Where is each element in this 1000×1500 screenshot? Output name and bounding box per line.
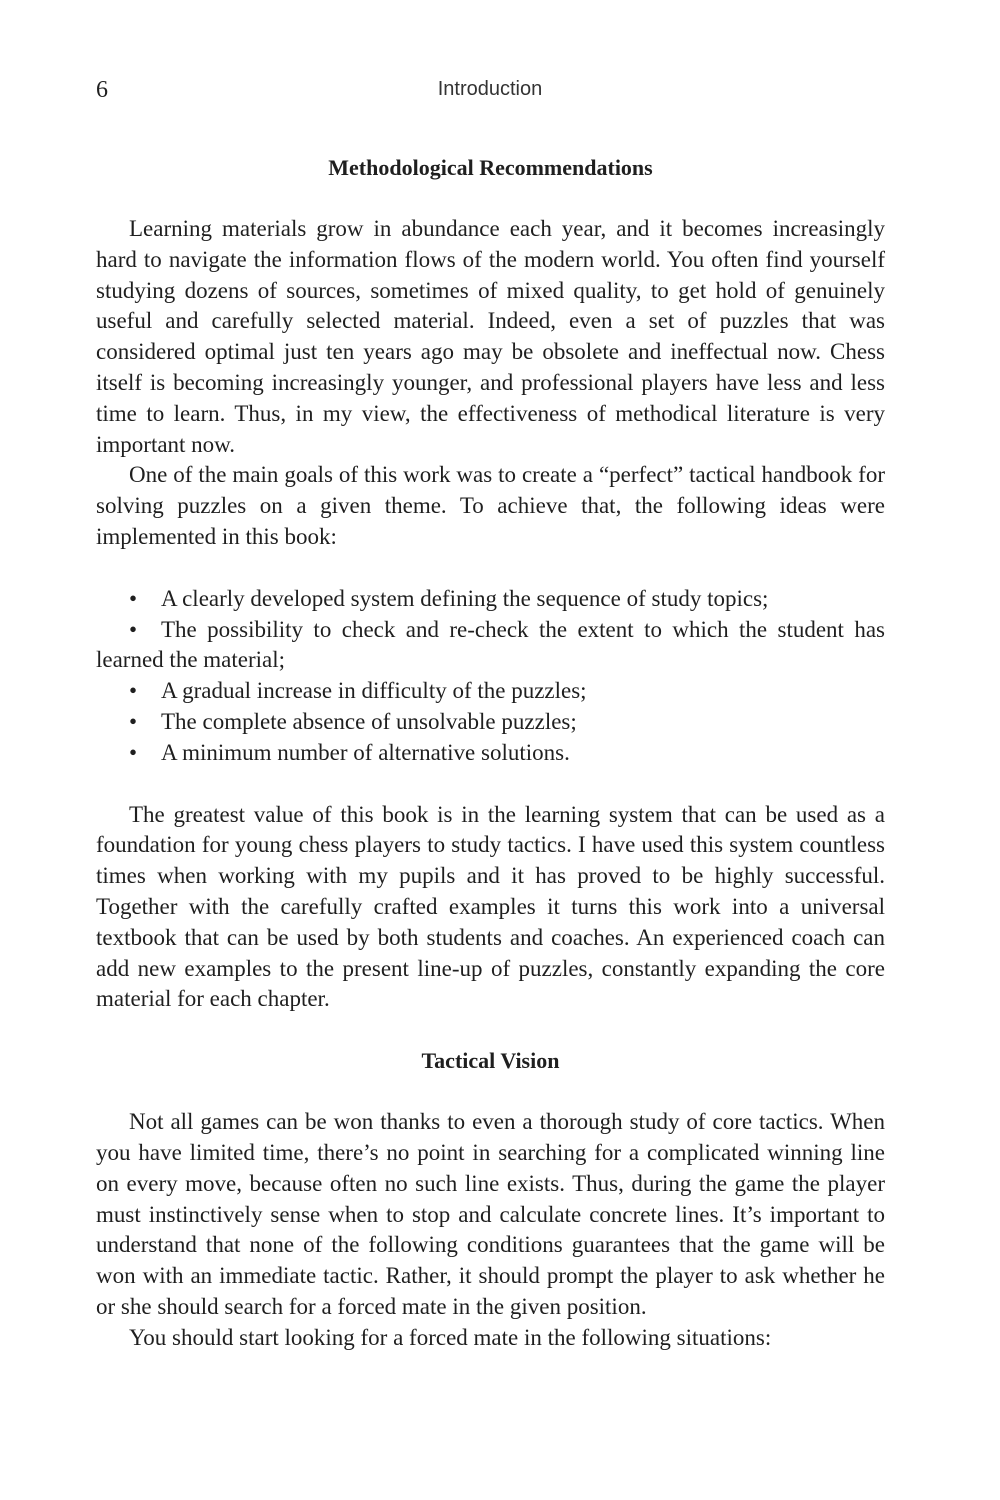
- section-heading-methodological: Methodological Recommendations: [328, 155, 653, 180]
- paragraph: One of the main goals of this work was to create a “perfect” tactical handbook for solving puzzles on a given theme. To achieve that, the following ideas were implemented in this book:: [96, 462, 885, 549]
- list-item-text: A minimum number of alternative solutions.: [161, 739, 570, 765]
- list-item: [96, 676, 885, 707]
- paragraph: You should start looking for a forced mate in the following situations:: [129, 1324, 772, 1350]
- bullet-list: [96, 584, 885, 769]
- list-item: [96, 615, 885, 677]
- bullet-icon: •: [129, 678, 138, 704]
- paragraph: Not all games can be won thanks to even a thorough study of core tactics. When you have limited time, there’s no point in searching for a complicated winning line on every move, because often no such line exists. Thus, during the game the player must instinctively sense when to stop and calculate concrete lines. It’s important to understand that none of the following conditions guarantees that the game will be won with an immediate tactic. Rather, it should prompt the player to ask whether he or she should search for a forced mate in the given position.: [96, 1109, 885, 1319]
- text-block: [96, 152, 885, 1354]
- section-heading-tactical-vision: Tactical Vision: [421, 1048, 560, 1074]
- paragraph: Learning materials grow in abundance each year, and it becomes increasingly hard to navigate the information flows of the modern world. You often find yourself studying dozens of sources, sometimes of mixed quality, to get hold of genuinely useful and carefully selected material. Indeed, even a set of puzzles that was considered optimal just ten years ago may be obsolete and ineffectual now. Chess itself is becoming increasingly younger, and professional players have less and less time to learn. Thus, in my view, the effectiveness of methodical literature is very important now.: [96, 216, 885, 457]
- list-item: [96, 738, 885, 769]
- running-head: Introduction: [437, 78, 543, 100]
- list-item-text: A gradual increase in difficulty of the puzzles;: [161, 678, 587, 704]
- paragraph: The greatest value of this book is in the learning system that can be used as a foundation for young chess players to study tactics. I have used this system countless times when working with my pupils and it has proved to be highly successful. Together with the carefully crafted examples it turns this work into a universal textbook that can be used by both students and coaches. An experienced coach can add new examples to the present line-up of puzzles, constantly expanding the core material for each chapter.: [96, 801, 885, 1012]
- bullet-icon: •: [129, 585, 138, 611]
- list-item-text: The complete absence of unsolvable puzzles;: [161, 708, 577, 734]
- bullet-icon: •: [129, 739, 138, 765]
- list-item-text: A clearly developed system defining the sequence of study topics;: [161, 585, 769, 611]
- page-number: 6: [96, 77, 108, 103]
- bullet-icon: •: [129, 708, 138, 734]
- list-item: [96, 707, 885, 738]
- list-item-text: The possibility to check and re-check the extent to which the student has learned the material;: [96, 616, 885, 673]
- bullet-icon: •: [129, 616, 138, 642]
- list-item: [96, 584, 885, 615]
